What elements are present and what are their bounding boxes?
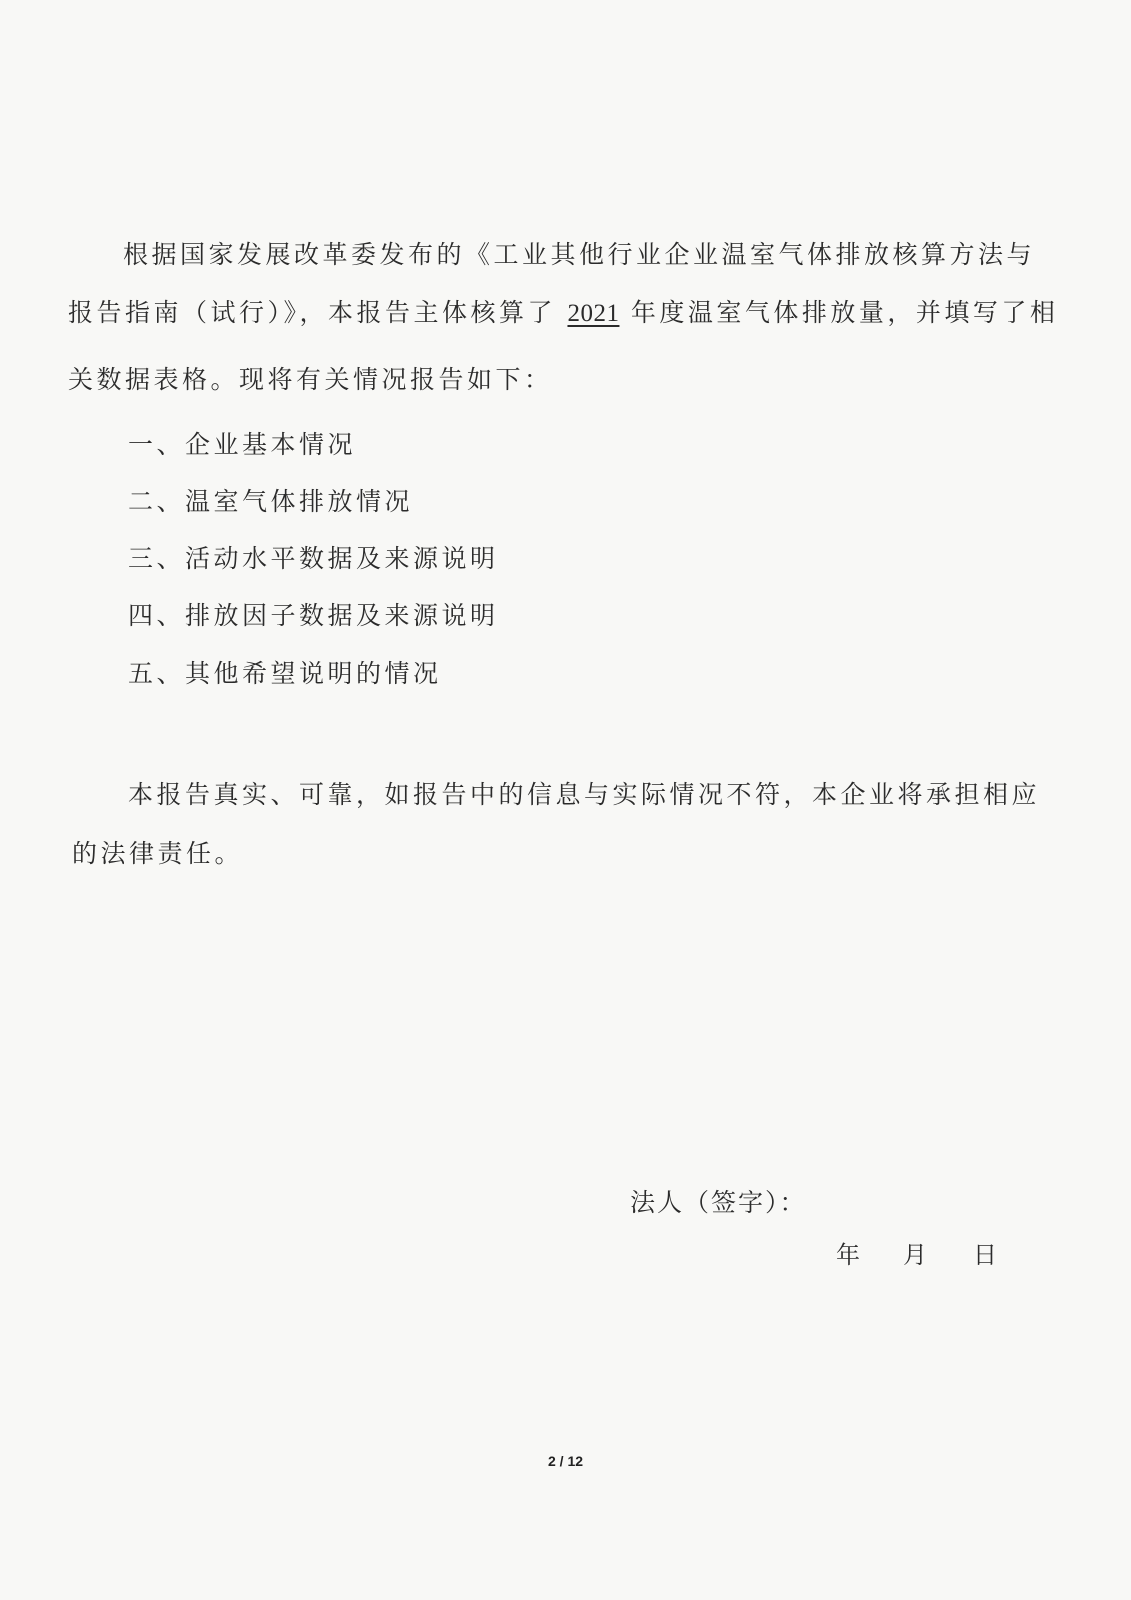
- declaration-line-1: 本报告真实、可靠，如报告中的信息与实际情况不符，本企业将承担相应: [128, 780, 1041, 809]
- section-item-1: 一、企业基本情况: [128, 430, 357, 459]
- date-day-label: 日: [973, 1241, 997, 1269]
- section-item-5: 五、其他希望说明的情况: [128, 659, 442, 688]
- intro-line-3: 关数据表格。现将有关情况报告如下：: [68, 365, 553, 394]
- intro-line-2-end: 年度温室气体排放量，并填写了相: [630, 298, 1059, 327]
- intro-line-2-start: 报告指南（试行）》，本报告主体核算了: [68, 298, 557, 327]
- report-year: 2021: [567, 300, 620, 327]
- intro-line-2: [68, 298, 1058, 329]
- section-item-4: 四、排放因子数据及来源说明: [128, 601, 499, 630]
- legal-representative-signature-label: 法人（签字）：: [630, 1188, 807, 1217]
- declaration-line-2: 的法律责任。: [72, 839, 244, 868]
- page-number: 2 / 12: [547, 1453, 584, 1469]
- date-year-label: 年: [836, 1241, 860, 1269]
- intro-line-1: 根据国家发展改革委发布的《工业其他行业企业温室气体排放核算方法与: [123, 240, 1036, 269]
- section-item-3: 三、活动水平数据及来源说明: [128, 544, 499, 573]
- date-month-label: 月: [903, 1241, 927, 1269]
- section-item-2: 二、温室气体排放情况: [128, 487, 414, 516]
